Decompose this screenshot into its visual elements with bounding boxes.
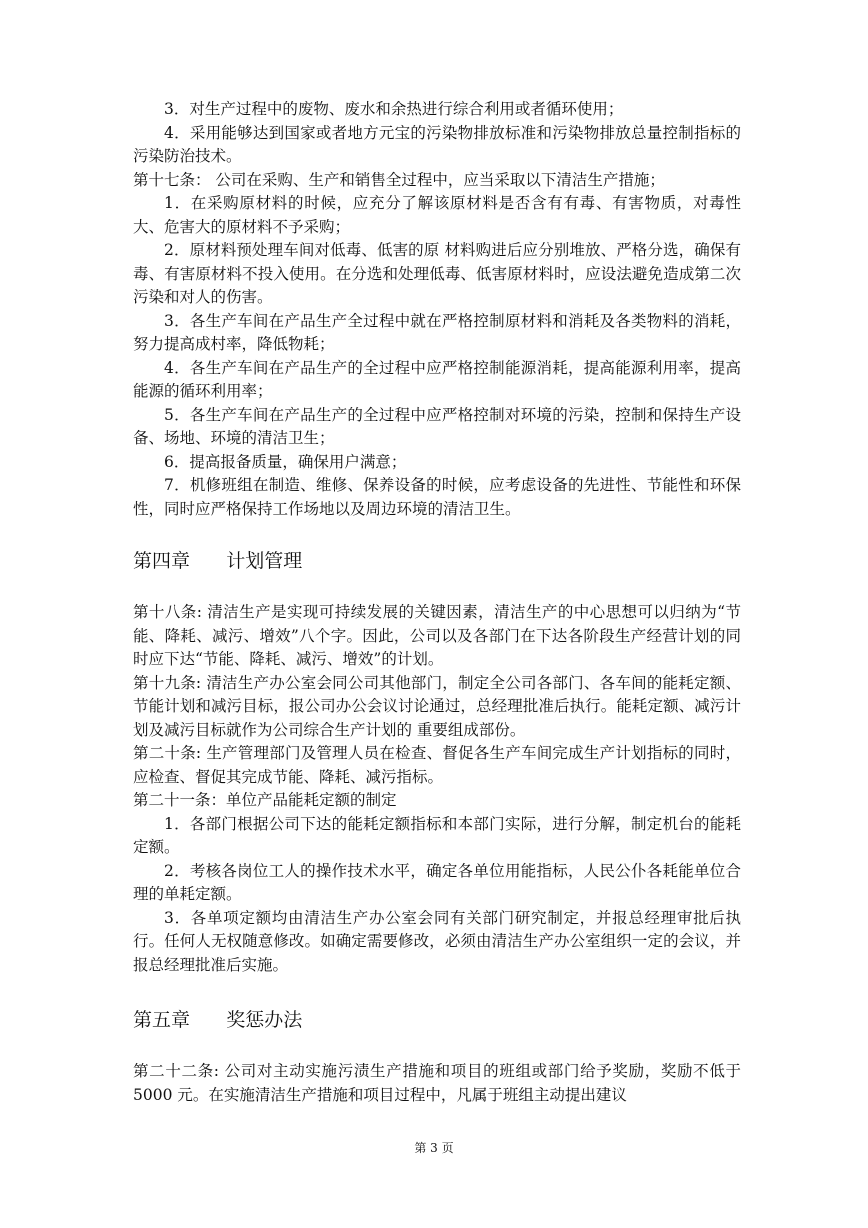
article-22: 第二十二条: 公司对主动实施污渍生产措施和项目的班组或部门给予奖励，奖励不低于 5000 元。在实施清洁生产措施和项目过程中，凡属于班组主动提出建议 [133, 1062, 741, 1104]
chapter-heading-5: 第五章 奖惩办法 [133, 1009, 303, 1031]
clause-item: 4．采用能够达到国家或者地方元宝的污染物排放标准和污染物排放总量控制指标的污染防治技术。 [133, 123, 741, 165]
clause-item: 5．各生产车间在产品生产的全过程中应严格控制对环境的污染，控制和保持生产设备、场地、环境的清洁卫生； [133, 405, 741, 447]
clause-item: 1．在采购原材料的时候，应充分了解该原材料是否含有有毒、有害物质，对毒性大、危害大的原材料不予采购； [133, 194, 741, 236]
article-19: 第十九条: 清洁生产办公室会同公司其他部门，制定全公司各部门、各车间的能耗定额、节能计划和减污目标，报公司办公会议讨论通过，总经理批准后执行。能耗定额、减污计划及减污目标就作为公司综合生产计划的 重要组成部份。 [133, 673, 741, 739]
clause-item: 2．考核各岗位工人的操作技术水平，确定各单位用能指标，人民公仆各耗能单位合理的单耗定额。 [133, 861, 741, 903]
clause-item: 7．机修班组在制造、维修、保养设备的时候，应考虑设备的先进性、节能性和环保性，同时应严格保持工作场地以及周边环境的清洁卫生。 [133, 476, 741, 518]
article-18: 第十八条: 清洁生产是实现可持续发展的关键因素，清洁生产的中心思想可以归纳为“节能、降耗、减污、增效”八个字。因此，公司以及各部门在下达各阶段生产经营计划的同时应下达“节能、降耗、减污、增效”的计划。 [133, 603, 741, 668]
article-17: 第十七条： 公司在采购、生产和销售全过程中，应当采取以下清洁生产措施； [133, 170, 665, 189]
clause-item: 3．各单项定额均由清洁生产办公室会同有关部门研究制定，并报总经理审批后执行。任何人无权随意修改。如确定需要修改，必须由清洁生产办公室组织一定的会议，并报总经理批准后实施。 [133, 908, 741, 974]
page-number: 第 3 页 [414, 1141, 454, 1155]
clause-item: 3．对生产过程中的废物、废水和余热进行综合利用或者循环使用； [164, 100, 624, 118]
clause-item: 3．各生产车间在产品生产全过程中就在严格控制原材料和消耗及各类物料的消耗，努力提高成村率，降低物耗； [133, 311, 741, 353]
clause-item: 1．各部门根据公司下达的能耗定额指标和本部门实际，进行分解，制定机台的能耗定额。 [133, 814, 741, 856]
clause-item: 4．各生产车间在产品生产的全过程中应严格控制能源消耗，提高能源利用率，提高能源的循环利用率； [133, 358, 741, 400]
clause-item: 6．提高报备质量，确保用户满意； [164, 452, 407, 471]
article-20: 第二十条: 生产管理部门及管理人员在检查、督促各生产车间完成生产计划指标的同时，应检查、督促其完成节能、降耗、减污指标。 [133, 744, 741, 786]
clause-item: 2．原材料预处理车间对低毒、低害的原 材料购进后应分别堆放、严格分选，确保有毒、有害原材料不投入使用。在分选和处理低毒、低害原材料时，应设法避免造成第二次污染和对人的伤害。 [133, 241, 741, 306]
article-21: 第二十一条：单位产品能耗定额的制定 [133, 791, 397, 809]
chapter-heading-4: 第四章 计划管理 [133, 550, 303, 572]
page-body [133, 98, 741, 1107]
